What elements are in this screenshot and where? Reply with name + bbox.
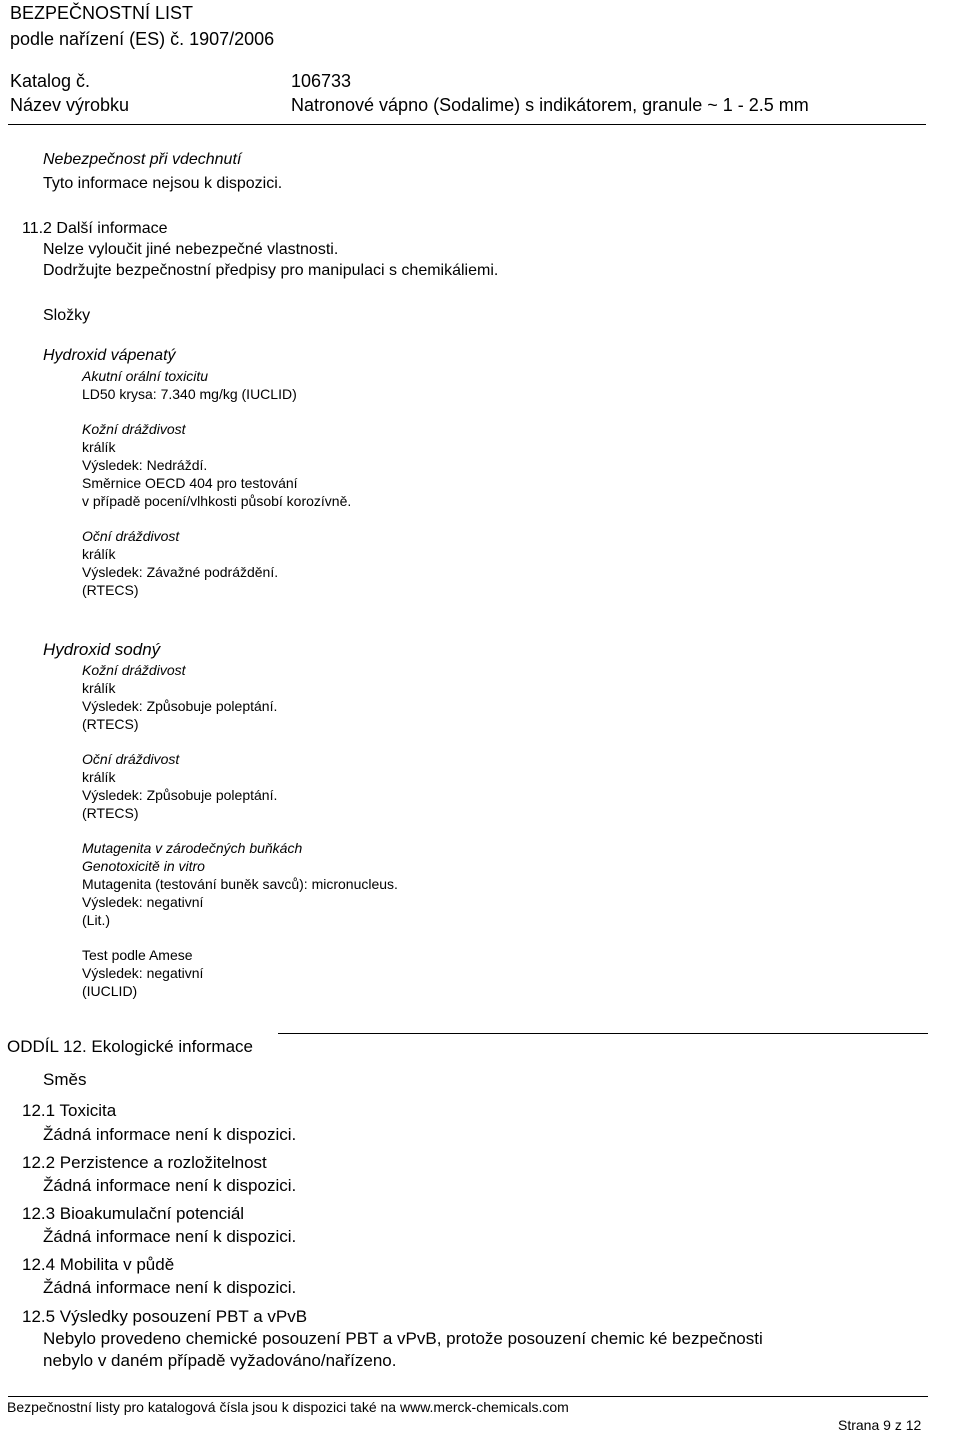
components-heading: Složky <box>43 307 91 324</box>
catalog-number: 106733 <box>291 71 352 91</box>
test-note: v případě pocení/vlhkosti působí korozívně. <box>82 493 352 509</box>
subsection-text: Žádná informace není k dispozici. <box>43 1227 297 1246</box>
substance-name: Hydroxid vápenatý <box>43 347 176 364</box>
catalog-label: Katalog č. <box>10 71 91 91</box>
footer-divider <box>8 1396 928 1397</box>
subsection-text: Žádná informace není k dispozici. <box>43 1125 297 1144</box>
test-species: králík <box>82 680 116 696</box>
test-result: Výsledek: Způsobuje poleptání. <box>82 787 278 803</box>
inhalation-heading: Nebezpečnost při vdechnutí <box>43 151 242 168</box>
test-species: králík <box>82 546 116 562</box>
skin-irritation-heading: Kožní dráždivost <box>82 421 186 437</box>
regulation-reference: podle nařízení (ES) č. 1907/2006 <box>10 29 275 49</box>
subsection-12-1-heading: 12.1 Toxicita <box>22 1101 117 1120</box>
test-result: Výsledek: Nedráždí. <box>82 457 208 473</box>
mutagenicity-test: Mutagenita (testování buněk savců): micronucleus. <box>82 876 398 892</box>
substance-name: Hydroxid sodný <box>43 640 161 659</box>
test-source: (RTECS) <box>82 582 139 598</box>
test-source: (Lit.) <box>82 912 110 928</box>
section-divider <box>278 1033 928 1034</box>
test-guideline: Směrnice OECD 404 pro testování <box>82 475 298 491</box>
test-result: Výsledek: Závažné podráždění. <box>82 564 279 580</box>
genotoxicity-heading: Genotoxicitě in vitro <box>82 858 205 874</box>
mixture-heading: Směs <box>43 1070 87 1089</box>
eye-irritation-heading: Oční dráždivost <box>82 751 180 767</box>
subsection-text: nebylo v daném případě vyžadováno/nařízeno. <box>43 1351 397 1370</box>
test-source: (RTECS) <box>82 716 139 732</box>
subsection-text: Žádná informace není k dispozici. <box>43 1176 297 1195</box>
oral-toxicity-heading: Akutní orální toxicitu <box>82 368 209 384</box>
test-result: Výsledek: negativní <box>82 894 204 910</box>
subsection-12-3-heading: 12.3 Bioakumulační potenciál <box>22 1204 245 1223</box>
mutagenicity-heading: Mutagenita v zárodečných buňkách <box>82 840 303 856</box>
test-source: (RTECS) <box>82 805 139 821</box>
subsection-12-4-heading: 12.4 Mobilita v půdě <box>22 1255 175 1274</box>
test-source: (IUCLID) <box>82 983 138 999</box>
test-result: Výsledek: Způsobuje poleptání. <box>82 698 278 714</box>
ames-test: Test podle Amese <box>82 947 193 963</box>
oral-toxicity-value: LD50 krysa: 7.340 mg/kg (IUCLID) <box>82 386 297 402</box>
footer-note: Bezpečnostní listy pro katalogová čísla jsou k dispozici také na www.merck-chemicals.com <box>7 1399 569 1415</box>
subsection-12-2-heading: 12.2 Perzistence a rozložitelnost <box>22 1153 267 1172</box>
skin-irritation-heading: Kožní dráždivost <box>82 662 186 678</box>
header-divider <box>8 124 926 125</box>
page-number: Strana 9 z 12 <box>838 1417 922 1433</box>
inhalation-text: Tyto informace nejsou k dispozici. <box>43 175 283 192</box>
subsection-11-2-heading: 11.2 Další informace <box>22 220 168 237</box>
subsection-12-5-heading: 12.5 Výsledky posouzení PBT a vPvB <box>22 1307 308 1326</box>
subsection-11-2-line: Dodržujte bezpečnostní předpisy pro manipulaci s chemikáliemi. <box>43 262 499 279</box>
product-name-label: Název výrobku <box>10 95 130 115</box>
subsection-11-2-line: Nelze vyloučit jiné nebezpečné vlastnosti. <box>43 241 339 258</box>
test-species: králík <box>82 439 116 455</box>
subsection-text: Žádná informace není k dispozici. <box>43 1278 297 1297</box>
document-title: BEZPEČNOSTNÍ LIST <box>10 3 194 23</box>
test-species: králík <box>82 769 116 785</box>
section-12-heading: ODDÍL 12. Ekologické informace <box>7 1037 253 1056</box>
product-name: Natronové vápno (Sodalime) s indikátorem, granule ~ 1 - 2.5 mm <box>291 95 809 115</box>
eye-irritation-heading: Oční dráždivost <box>82 528 180 544</box>
subsection-text: Nebylo provedeno chemické posouzení PBT a vPvB, protože posouzení chemic ké bezpečnosti <box>43 1329 763 1348</box>
test-result: Výsledek: negativní <box>82 965 204 981</box>
